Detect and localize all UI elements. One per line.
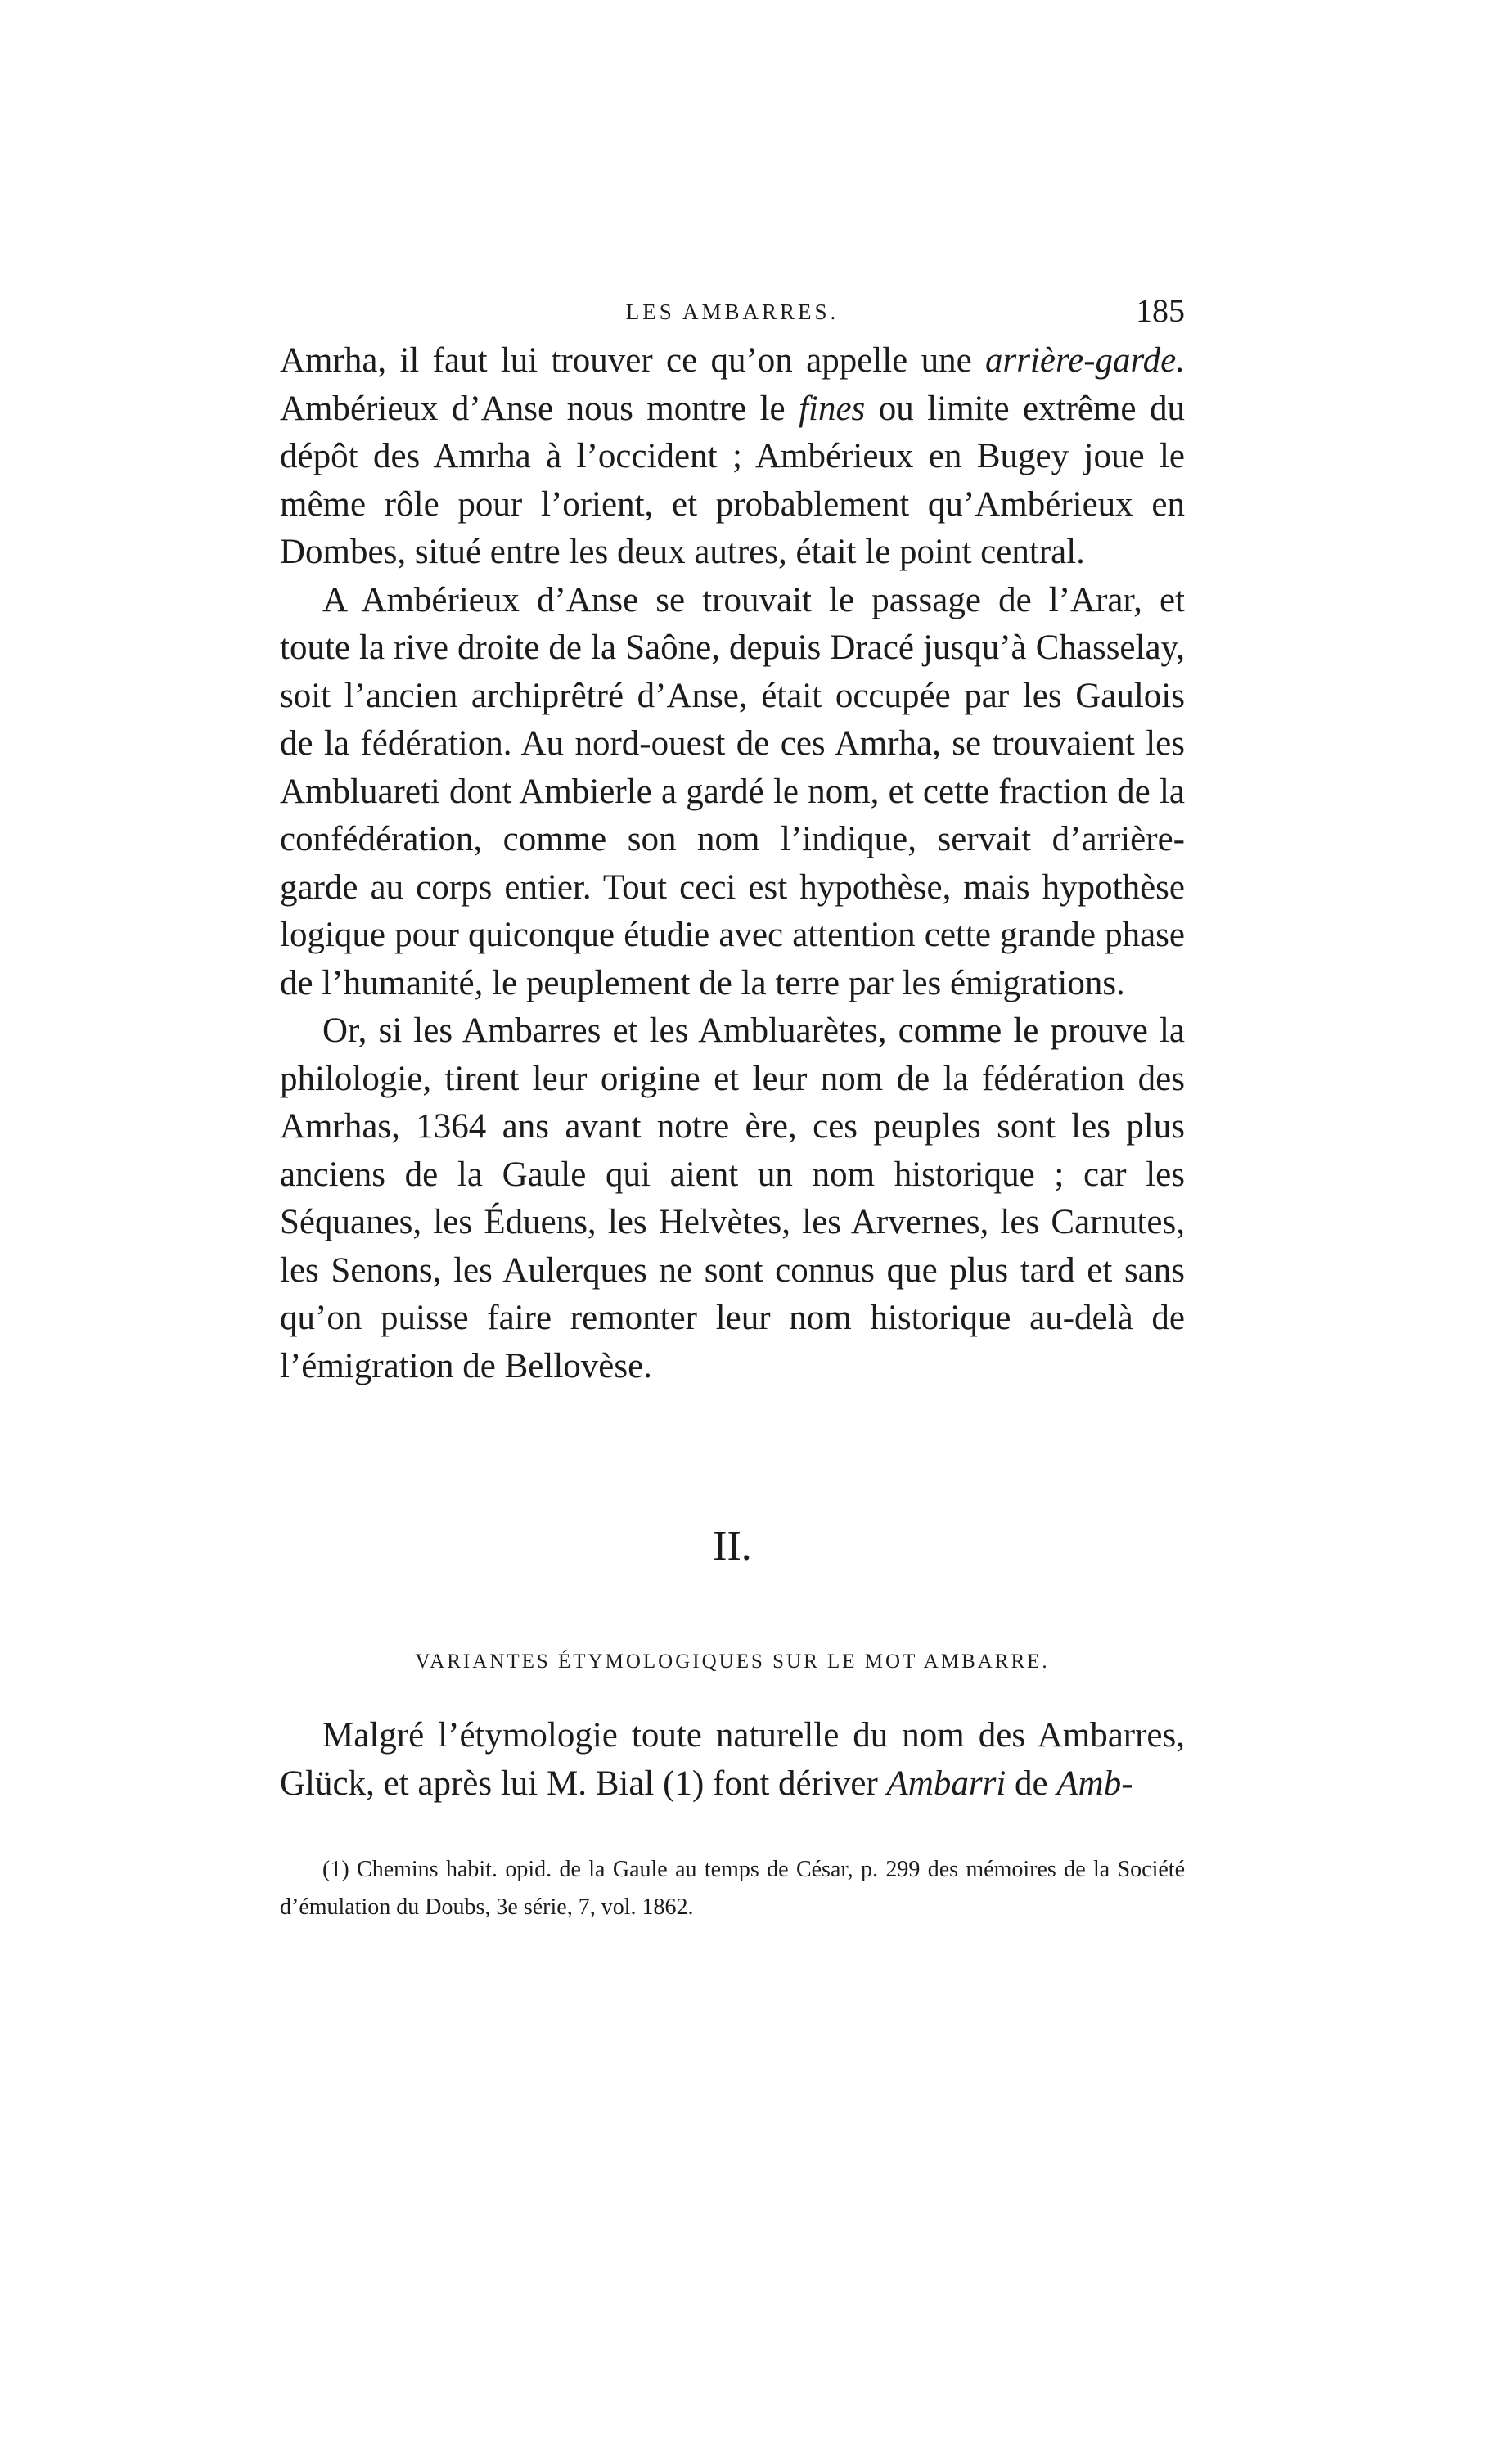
section-text: [280, 1712, 1185, 1808]
italic-term-fines: fines: [799, 389, 866, 428]
paragraph-4: [280, 1712, 1185, 1808]
paragraph-4-mid: de: [1006, 1764, 1057, 1803]
paragraph-2: A Ambérieux d’Anse se trouvait le passage de l’Arar, et toute la rive droite de la Saône, depuis Dracé jusqu’à Chasselay, soit l’ancien archiprêtré d’Anse, était occupée par les Gaulois de la fédération. Au nord-ouest de ces Amrha, se trouvaient les Ambluareti dont Ambierle a gardé le nom, et cette fraction de la confédération, comme son nom l’indique, servait d’arrière-garde au corps entier. Tout ceci est hypothèse, mais hypothèse logique pour quiconque étudie avec attention cette grande phase de l’humanité, le peuplement de la terre par les émigrations.: [280, 580, 1185, 1002]
paragraph-1-mid: Ambérieux d’Anse nous montre le: [280, 389, 799, 428]
paragraph-1: [280, 337, 1185, 577]
footnote: [280, 1851, 1185, 1926]
italic-term-arriere-garde: arrière-garde.: [984, 341, 1185, 380]
section-title: VARIANTES ÉTYMOLOGIQUES SUR LE MOT AMBARRE.: [415, 1651, 1050, 1673]
running-head: [280, 291, 1185, 332]
paragraph-3: Or, si les Ambarres et les Ambluarètes, comme le prouve la philologie, tirent leur origine et leur nom de la fédération des Amrhas, 1364 ans avant notre ère, ces peuples sont les plus anciens de la Gaule qui aient un nom historique ; car les Séquanes, les Éduens, les Helvètes, les Arvernes, les Carnutes, les Senons, les Aulerques ne sont connus que plus tard et sans qu’on puisse faire remonter leur nom historique au-delà de l’émigration de Bellovèse.: [280, 1011, 1185, 1385]
page-number: 185: [1136, 292, 1185, 329]
footnote-text: (1) Chemins habit. opid. de la Gaule au temps de César, p. 299 des mémoires de la Société d’émulation du Doubs, 3e série, 7, vol. 1862.: [280, 1857, 1185, 1920]
italic-term-ambarri: Ambarri: [886, 1764, 1006, 1803]
paragraph-1-end: ou limite extrême du dépôt des Amrha à l’occident ; Ambérieux en Bugey joue le même rôle pour l’orient, et probablement qu’Ambérieux en Dombes, situé entre les deux autres, était le point central.: [280, 389, 1185, 571]
section-number: II.: [713, 1523, 752, 1570]
main-text: [280, 337, 1185, 1390]
running-title: LES AMBARRES.: [625, 300, 840, 324]
italic-term-amb: Amb-: [1056, 1764, 1133, 1803]
paragraph-1-start: Amrha, il faut lui trouver ce qu’on appelle une: [280, 341, 985, 380]
paragraph-4-start: Malgré l’étymologie toute naturelle du nom des Ambarres, Glück, et après lui M. Bial (1) font dériver: [280, 1716, 1185, 1803]
